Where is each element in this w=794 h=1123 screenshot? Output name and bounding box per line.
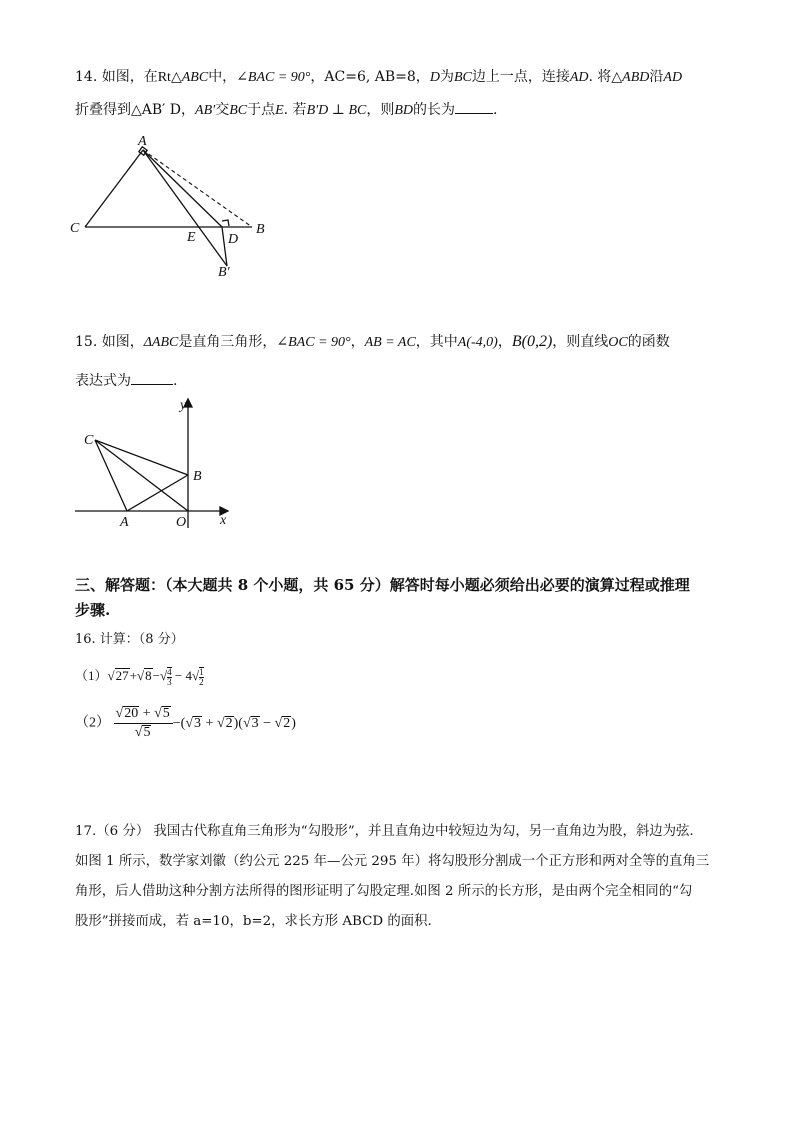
q17-line-4	[75, 912, 432, 932]
q16-p1-minus-4: − 4	[171, 668, 192, 683]
q16-p2-mid: )(	[233, 715, 243, 731]
q15-equal-sides: AB = AC	[364, 335, 416, 350]
q14-text: . 若	[283, 102, 307, 118]
q14-angle: ∠BAC = 90°	[236, 70, 311, 85]
fig14-label-b: B	[256, 222, 265, 237]
q14-text: 14. 如图，在	[75, 69, 158, 85]
q14-line-2	[75, 99, 497, 121]
q16-p2-plus: +	[139, 706, 155, 721]
q15-oc: OC	[608, 335, 628, 350]
q15-text: 表达式为	[75, 373, 131, 389]
q14-point-d: D	[429, 70, 440, 85]
fig14-label-d: D	[228, 232, 239, 247]
q15-text: ，	[350, 334, 365, 350]
q14-line-1	[75, 67, 682, 88]
q16-p2-fraction	[114, 705, 173, 742]
q15-answer-blank[interactable]	[131, 370, 173, 385]
q14-bc: BC	[229, 103, 248, 118]
fig14-segment-ab-dashed	[143, 150, 252, 227]
q14-abd: ABD	[622, 70, 650, 85]
q16-p2-sqrt-5-den: 5	[143, 725, 151, 740]
section-3-heading-line-2: 步骤.	[75, 601, 111, 619]
q14-text: 交	[215, 102, 230, 118]
fig14-label-a: A	[138, 134, 147, 149]
q14-figure	[60, 130, 280, 280]
q14-text: 为	[439, 69, 454, 85]
fig14-label-c: C	[70, 221, 80, 236]
q15-angle: ∠BAC = 90°	[276, 335, 351, 350]
q17-line-1	[75, 822, 694, 842]
fig14-right-angle-d	[222, 220, 229, 226]
q15-line-2	[75, 370, 177, 391]
fig15-segment-co	[95, 440, 188, 511]
fig15-label-x: x	[220, 513, 227, 528]
fig15-label-b: B	[193, 469, 202, 484]
q16-p2-sqrt-3: 3	[194, 715, 202, 731]
section-3-heading-2	[75, 600, 110, 620]
q16-p2-sqrt-2b: 2	[283, 715, 291, 731]
q15-text: 是直角三角形，	[178, 334, 277, 350]
q14-bd: BD	[394, 103, 414, 118]
q14-answer-blank[interactable]	[455, 99, 493, 114]
q16-p1-frac-num: 4	[167, 667, 172, 678]
q16-p2-open: −(	[172, 715, 186, 731]
q14-triangle-symbol: △	[170, 69, 182, 85]
q17-text-3: 角形，后人借助这种分割方法所得的图形证明了勾股定理.如图 2 所示的长方形，是由两个完全相同的“勾	[75, 884, 693, 899]
section-3-heading	[75, 575, 690, 595]
q16-p2-minus: −	[259, 715, 275, 731]
q14-abc: ABC	[181, 70, 209, 85]
fig14-label-bp: B′	[218, 265, 230, 280]
q16-p1-frac-den: 2	[199, 677, 204, 688]
fig15-label-c: C	[84, 433, 94, 448]
q16-p2-plus-2: +	[202, 715, 217, 731]
q16-p1-minus: −	[152, 668, 160, 683]
q15-text: .	[173, 373, 178, 389]
q14-text: 边上一点，连接	[471, 69, 570, 85]
q16-p2-rest: −(√3 + √2)(√3 − √2)	[172, 715, 296, 731]
q14-given: ，AC=6, AB=8，	[310, 69, 430, 85]
q16-p2-numerator: √20 + √5	[114, 705, 173, 724]
q14-rt: Rt	[157, 70, 171, 85]
q16-p2-sqrt-5: 5	[162, 706, 170, 721]
q14-text: . 将△	[588, 69, 623, 85]
q17-text-2: 如图 1 所示，数学家刘徽（约公元 225 年—公元 295 年）将勾股形分割成一个正方形和两对全等的直角三	[75, 854, 710, 869]
q14-text: 折叠得到△AB′ D，	[75, 102, 196, 118]
q16-part-2	[75, 705, 296, 742]
q15-point-b: B(0,2)	[511, 333, 553, 350]
q14-text: ，则	[366, 102, 395, 118]
q17-text-1: 17.（6 分） 我国古代称直角三角形为“勾股形”，并且直角边中较短边为勾，另一直角边为股，斜边为弦.	[75, 824, 694, 839]
q16-p2-denominator: √5	[134, 725, 151, 740]
q15-text: ，	[497, 334, 512, 350]
q16-part-1-label: （1）	[75, 668, 108, 683]
fig14-segment-ad	[143, 150, 222, 227]
q14-perpendicular: B′D ⊥ BC	[306, 103, 367, 118]
q14-bc: BC	[453, 70, 472, 85]
q17-line-2	[75, 852, 709, 872]
q14-ad: AD	[663, 70, 683, 85]
section-3-heading-line-1: 三、解答题：（本大题共 8 个小题，共 65 分）解答时每小题必须给出必要的演算过程或推理	[75, 576, 690, 594]
q15-text: 15. 如图，	[75, 334, 144, 350]
q16-title-text: 16. 计算：（8 分）	[75, 632, 184, 647]
q15-line-1	[75, 332, 670, 353]
q14-text: .	[493, 102, 498, 118]
q15-text: ，其中	[415, 334, 458, 350]
q14-text: 于点	[247, 102, 276, 118]
q16-p1-frac-den: 3	[167, 677, 172, 688]
fig15-label-a: A	[120, 515, 129, 530]
q14-text: 的长为	[413, 102, 456, 118]
q15-figure	[70, 393, 250, 533]
fig15-segment-ab	[127, 475, 188, 511]
q14-text: 中，	[208, 69, 237, 85]
q14-abp: AB′	[195, 103, 216, 118]
q15-text: ，则直线	[552, 334, 609, 350]
q16-part-2-label: （2）	[75, 715, 110, 731]
q15-triangle: ΔABC	[143, 335, 179, 350]
q16-p2-sqrt-2: 2	[225, 715, 233, 731]
q16-part-1: （1）√27+√8−√ $\frac{4}{3}$ − 4√ $\frac{1}{2}$	[75, 667, 204, 688]
q16-p1-sqrt-27: 27	[115, 668, 129, 683]
q16-p1-sqrt-8: 8	[145, 668, 152, 683]
q15-text: 的函数	[627, 334, 670, 350]
q14-point-e: E	[275, 103, 284, 118]
q15-point-a: A(-4,0)	[457, 335, 498, 350]
q16-p2-sqrt-20: 20	[124, 706, 139, 721]
q16-title	[75, 630, 184, 650]
q16-p1-plus: +	[129, 668, 137, 683]
q16-p2-sqrt-3b: 3	[251, 715, 259, 731]
fig14-label-e: E	[187, 230, 196, 245]
q14-ad: AD	[569, 70, 589, 85]
fig15-label-o: O	[176, 515, 187, 530]
q17-line-3	[75, 882, 692, 902]
q16-p1-frac-1-2	[199, 667, 204, 687]
q14-text: 沿	[649, 69, 664, 85]
fig14-segment-ca	[85, 150, 143, 227]
fig15-label-y: y	[180, 398, 187, 413]
q16-p2-close: )	[291, 715, 296, 731]
q16-p1-frac-num: 1	[199, 667, 204, 678]
fig14-segment-abp	[143, 150, 227, 266]
q17-text-4: 股形”拼接而成，若 a=10，b=2，求长方形 ABCD 的面积.	[75, 914, 432, 929]
